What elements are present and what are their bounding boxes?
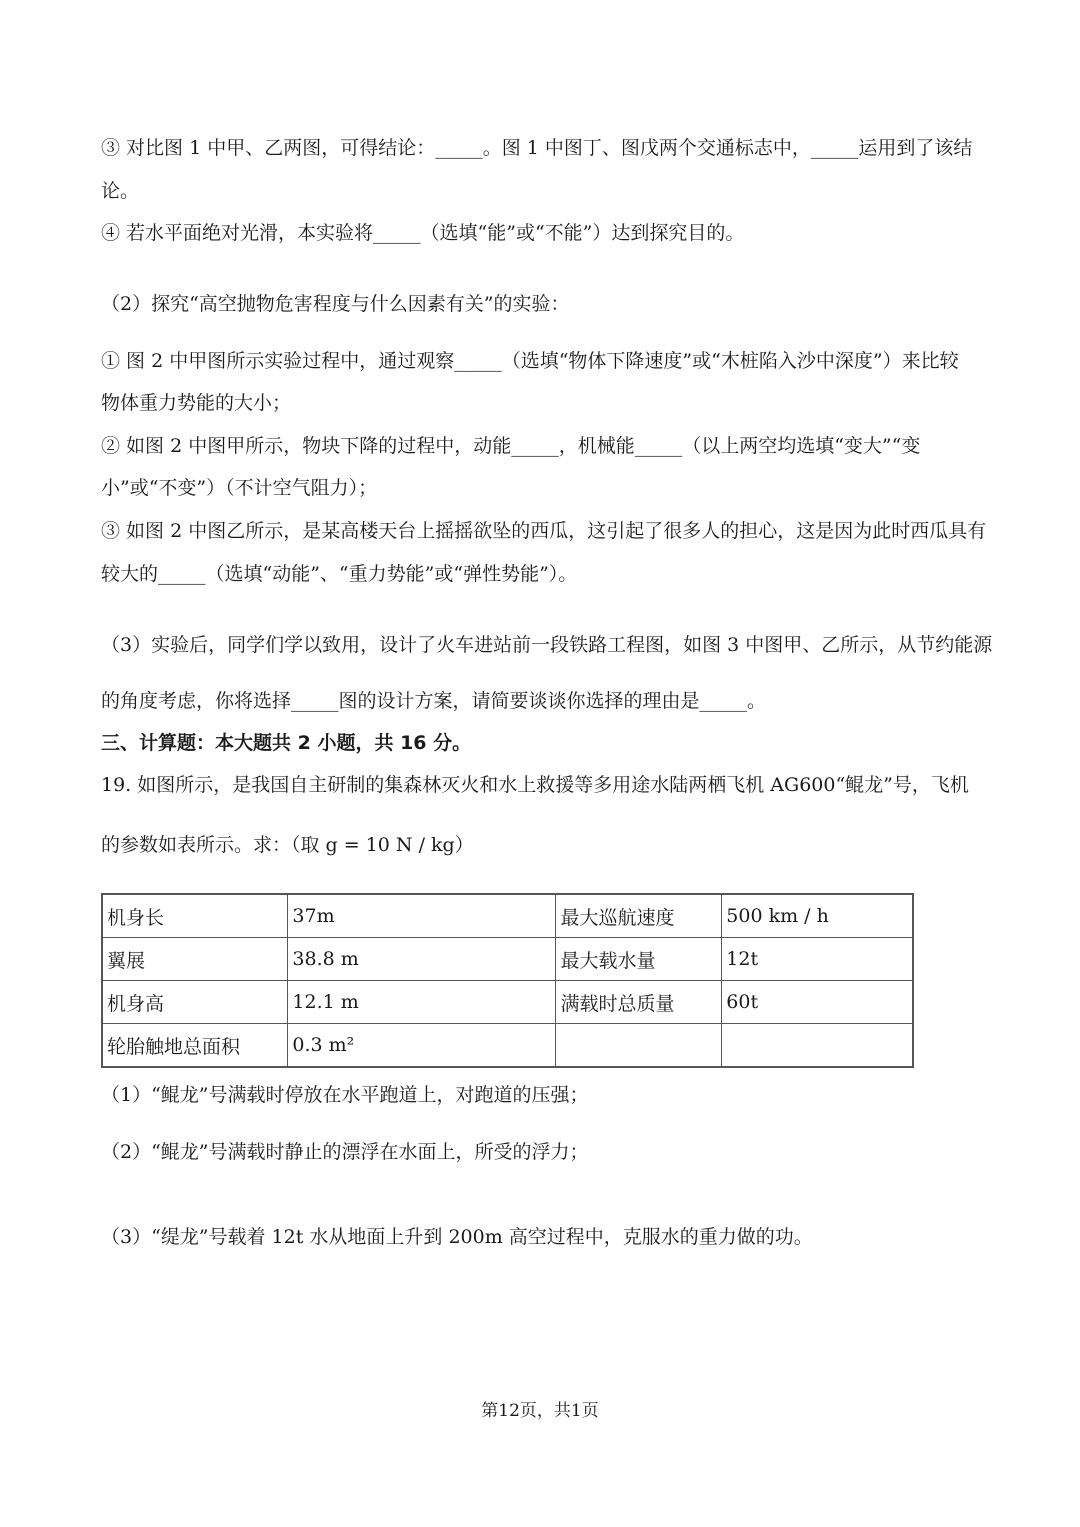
text-line: ③ 如图 2 中图乙所示，是某高楼天台上摇摇欲坠的西瓜，这引起了很多人的担心，这是因为此时西瓜具有 (101, 520, 987, 542)
table-cell (556, 1024, 722, 1068)
page-footer: 第12页，共1页 (481, 1401, 599, 1421)
table-cell: 最大巡航速度 (556, 894, 722, 938)
table-cell: 机身长 (102, 894, 288, 938)
table-cell: 38.8 m (288, 938, 556, 981)
text-line: 的角度考虑，你将选择_____图的设计方案，请简要谈谈你选择的理由是_____。 (101, 690, 767, 712)
sub-question: （2）“鲲龙”号满载时静止的漂浮在水面上，所受的浮力； (101, 1141, 589, 1163)
question-stem: 19. 如图所示，是我国自主研制的集森林灭火和水上救援等多用途水陆两栖飞机 AG600“鲲龙”号，飞机 (101, 774, 969, 796)
table-row (102, 938, 913, 981)
text-line: 物体重力势能的大小； (101, 392, 292, 414)
table-cell: 0.3 m² (288, 1024, 556, 1068)
question-stem: 的参数如表所示。求：（取 g = 10 N / kg） (101, 834, 474, 856)
text-line: 论。 (101, 180, 140, 202)
table-cell: 机身高 (102, 981, 288, 1024)
table-cell: 满载时总质量 (556, 981, 722, 1024)
section-title: 三、计算题：本大题共 2 小题，共 16 分。 (101, 732, 472, 754)
section-heading: （2）探究“高空抛物危害程度与什么因素有关”的实验： (101, 293, 570, 315)
text-line: ③ 对比图 1 中甲、乙两图，可得结论：_____。图 1 中图丁、图戊两个交通标志中，_____运用到了该结 (101, 137, 973, 159)
sub-question: （3）“缇龙”号载着 12t 水从地面上升到 200m 高空过程中，克服水的重力做的功。 (101, 1226, 813, 1248)
table-cell: 翼展 (102, 938, 288, 981)
table-cell (722, 1024, 913, 1068)
table-cell: 60t (722, 981, 913, 1024)
text-line: （3）实验后，同学们学以致用，设计了火车进站前一段铁路工程图，如图 3 中图甲、乙所示，从节约能源 (101, 634, 993, 656)
text-line: ① 图 2 中甲图所示实验过程中，通过观察_____（选填“物体下降速度”或“木桩陷入沙中深度”）来比较 (101, 350, 959, 372)
parameter-table (101, 893, 914, 1068)
table-cell: 12.1 m (288, 981, 556, 1024)
table-row (102, 894, 913, 938)
text-line: ④ 若水平面绝对光滑，本实验将_____（选填“能”或“不能”）达到探究目的。 (101, 222, 745, 244)
text-line: 较大的_____（选填“动能”、“重力势能”或“弹性势能”）。 (101, 563, 578, 585)
table-cell: 轮胎触地总面积 (102, 1024, 288, 1068)
table-cell: 12t (722, 938, 913, 981)
sub-question: （1）“鲲龙”号满载时停放在水平跑道上，对跑道的压强； (101, 1084, 589, 1106)
table-cell: 500 km / h (722, 894, 913, 938)
text-line: ② 如图 2 中图甲所示，物块下降的过程中，动能_____，机械能_____（以上两空均选填“变大”“变 (101, 435, 921, 457)
table-row (102, 1024, 913, 1068)
table-cell: 37m (288, 894, 556, 938)
text-line: 小”或“不变”）（不计空气阻力）； (101, 477, 378, 499)
table-cell: 最大载水量 (556, 938, 722, 981)
table-row (102, 981, 913, 1024)
